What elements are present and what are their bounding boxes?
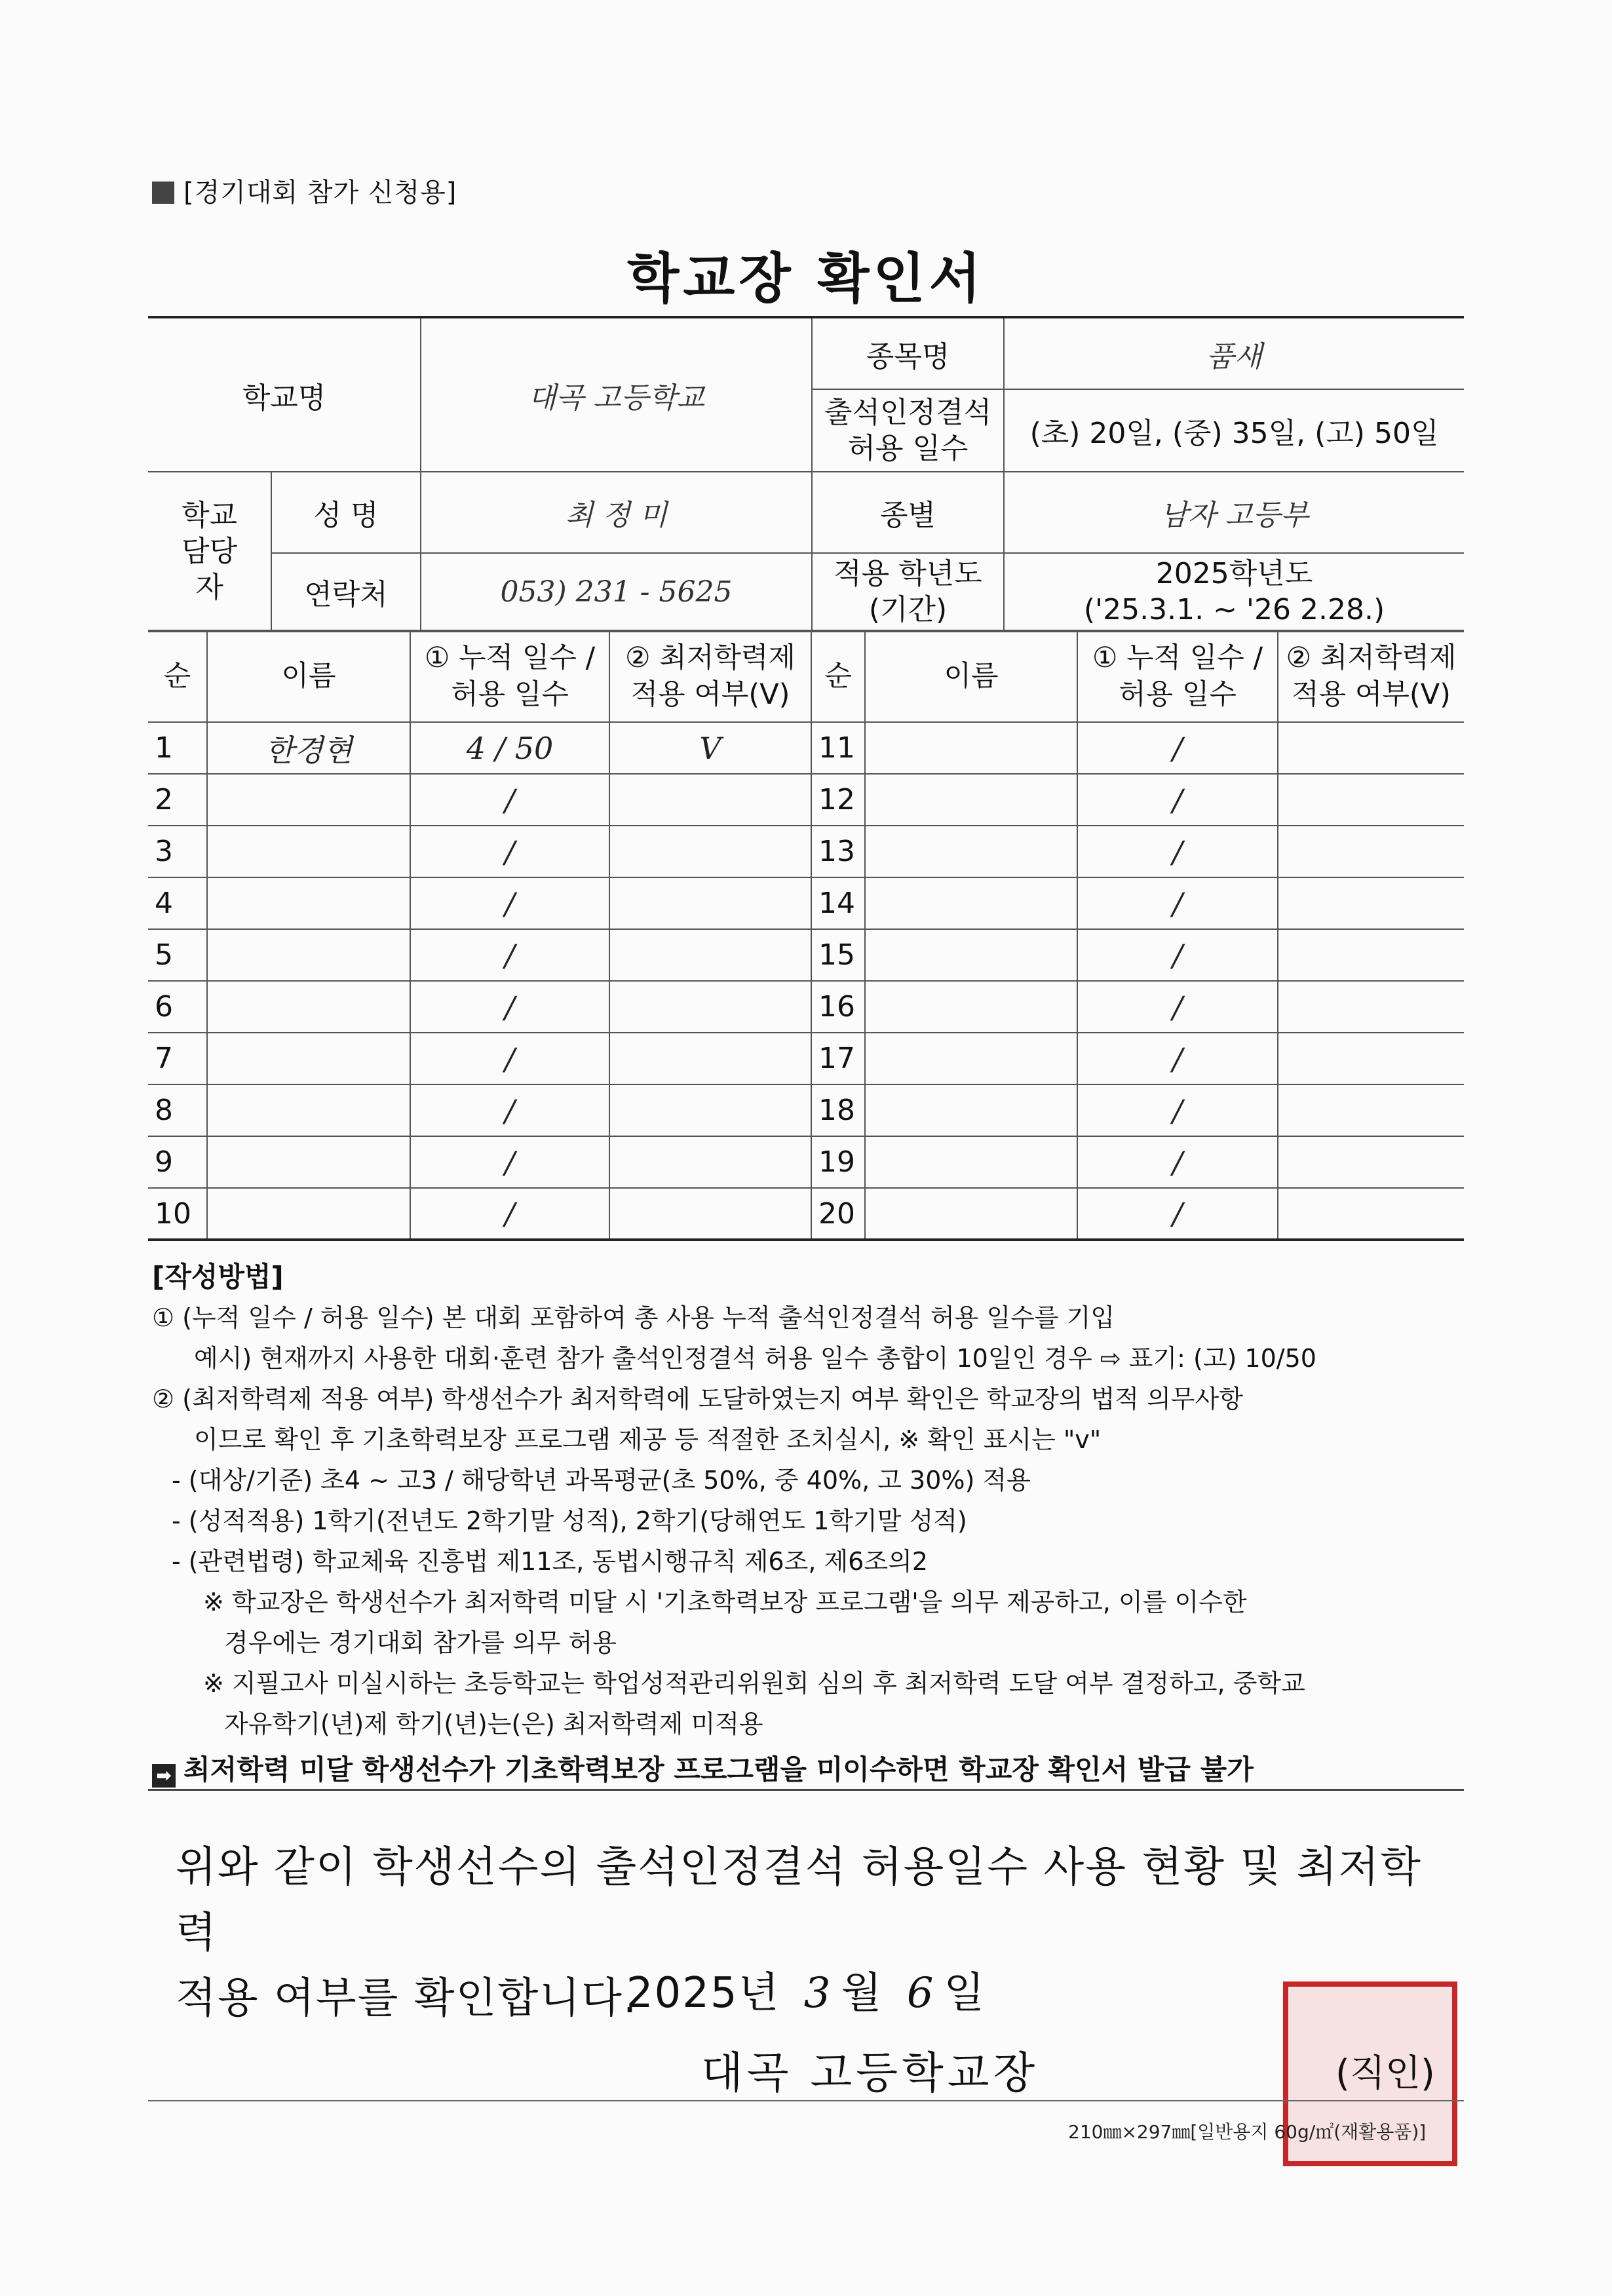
table-row: 9 / 19 / bbox=[148, 1136, 1464, 1188]
page-title: 학교장 확인서 bbox=[627, 248, 985, 310]
confirmation-statement: 위와 같이 학생선수의 출석인정결석 허용일수 사용 현황 및 최저학력 적용 여부를 확인합니다. bbox=[176, 1843, 1422, 2023]
year-label: 적용 학년도 (기간) bbox=[812, 553, 1004, 630]
table-row: 8 / 18 / bbox=[148, 1084, 1464, 1136]
seal-label: (직인) bbox=[1335, 2052, 1435, 2095]
issue-date: 2025년 3 월 6 일 bbox=[626, 1969, 986, 2018]
gender-value: 남자 고등부 bbox=[1004, 472, 1464, 553]
arrow-box-icon: ➡ bbox=[152, 1764, 176, 1788]
table-row: 3 / 13 / bbox=[148, 826, 1464, 877]
contact-label: 연락처 bbox=[271, 553, 421, 630]
table-row: 4 / 14 / bbox=[148, 877, 1464, 929]
principal-title: 대곡 고등학교장 bbox=[701, 2048, 1039, 2098]
guide-line: 예시) 현재까지 사용한 대회·훈련 참가 출석인정결석 허용 일수 총합이 10일인 경우 ⇨ 표기: (고) 10/50 bbox=[194, 1344, 1316, 1373]
days-header-right: ① 누적 일수 / 허용 일수 bbox=[1077, 632, 1278, 722]
period-value: ('25.3.1. ~ '26 2.28.) bbox=[1083, 593, 1385, 626]
order-header-right: 순 bbox=[811, 632, 865, 722]
school-info-table bbox=[148, 316, 1464, 631]
year-cell bbox=[1004, 553, 1464, 630]
absence-value: (초) 20일, (중) 35일, (고) 50일 bbox=[1004, 389, 1464, 472]
days-header-left: ① 누적 일수 / 허용 일수 bbox=[410, 632, 609, 722]
divider bbox=[148, 1789, 1464, 1791]
student-roster-table bbox=[148, 631, 1464, 1241]
guide-line: 이므로 확인 후 기초학력보장 프로그램 제공 등 적절한 조치실시, ※ 확인 표시는 "v" bbox=[194, 1425, 1102, 1454]
table-row: 10 / 20 / bbox=[148, 1188, 1464, 1240]
table-row: 6 / 16 / bbox=[148, 981, 1464, 1033]
name-value: 최 정 미 bbox=[421, 472, 812, 553]
guide-heading: [작성방법] bbox=[152, 1261, 284, 1293]
name-header-left: 이름 bbox=[207, 632, 410, 722]
guide-line: - (관련법령) 학교체육 진흥법 제11조, 동법시행규칙 제6조, 제6조의2 bbox=[172, 1547, 928, 1576]
guide-line: - (성적적용) 1학기(전년도 2학기말 성적), 2학기(당해연도 1학기말 성적) bbox=[172, 1506, 967, 1535]
guide-line: ② (최저학력제 적용 여부) 학생선수가 최저학력에 도달하였는지 여부 확인은 학교장의 법적 의무사항 bbox=[152, 1385, 1243, 1413]
order-header-left: 순 bbox=[148, 632, 207, 722]
name-header-right: 이름 bbox=[865, 632, 1077, 722]
gender-label: 종별 bbox=[812, 472, 1004, 553]
manager-label: 학교 담당자 bbox=[148, 472, 271, 630]
table-row: 7 / 17 / bbox=[148, 1033, 1464, 1084]
school-name: 대곡 고등학교 bbox=[421, 317, 812, 472]
guide-line: 경우에는 경기대회 참가를 의무 허용 bbox=[224, 1628, 617, 1657]
guide-line: ※ 지필고사 미실시하는 초등학교는 학업성적관리위원회 심의 후 최저학력 도달 여부 결정하고, 중학교 bbox=[203, 1669, 1305, 1698]
absence-label: 출석인정결석 허용 일수 bbox=[812, 389, 1004, 472]
guide-line: ① (누적 일수 / 허용 일수) 본 대회 포함하여 총 사용 누적 출석인정결석 허용 일수를 기입 bbox=[152, 1303, 1115, 1332]
contact-value: 053) 231 - 5625 bbox=[421, 553, 812, 630]
table-row: 1 한경현 4 / 50 V 11 / bbox=[148, 722, 1464, 774]
table-row: 5 / 15 / bbox=[148, 929, 1464, 981]
table-row: 2 / 12 / bbox=[148, 774, 1464, 826]
min-header-right: ② 최저학력제 적용 여부(V) bbox=[1278, 632, 1464, 722]
notice-line: ➡ 최저학력 미달 학생선수가 기초학력보장 프로그램을 미이수하면 학교장 확인서 발급 불가 bbox=[152, 1750, 1469, 1790]
school-label: 학교명 bbox=[148, 317, 421, 472]
sport-label: 종목명 bbox=[812, 317, 1004, 389]
divider bbox=[148, 2100, 1464, 2101]
guide-line: 자유학기(년)제 학기(년)는(은) 최저학력제 미적용 bbox=[224, 1710, 763, 1738]
writing-guide bbox=[152, 1257, 1469, 1790]
name-label: 성 명 bbox=[271, 472, 421, 553]
sport-value: 품새 bbox=[1004, 317, 1464, 389]
guide-line: - (대상/기준) 초4 ~ 고3 / 해당학년 과목평균(초 50%, 중 40%, 고 30%) 적용 bbox=[172, 1466, 1031, 1495]
guide-line: ※ 학교장은 학생선수가 최저학력 미달 시 '기초학력보장 프로그램'을 의무 제공하고, 이를 이수한 bbox=[203, 1588, 1247, 1617]
paper-spec: 210㎜×297㎜[일반용지 60g/㎡(재활용품)] bbox=[1068, 2121, 1427, 2143]
square-bullet-icon bbox=[152, 182, 174, 204]
min-header-left: ② 최저학력제 적용 여부(V) bbox=[609, 632, 811, 722]
form-caption: [경기대회 참가 신청용] bbox=[152, 172, 457, 209]
year-value: 2025학년도 bbox=[1155, 557, 1313, 590]
